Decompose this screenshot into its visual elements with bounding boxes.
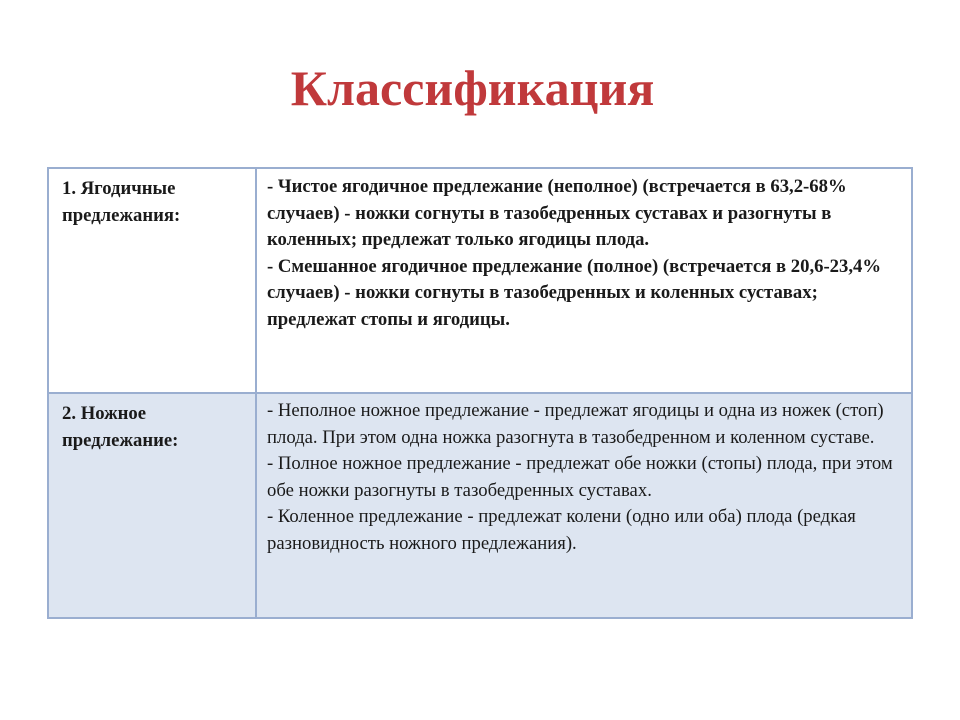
description-cell — [256, 393, 912, 618]
description-cell — [256, 168, 912, 393]
category-cell: 1. Ягодичные предлежания: — [48, 168, 256, 393]
description-paragraph: - Полное ножное предлежание - предлежат обе ножки (стопы) плода, при этом обе ножки разогнуты в тазобедренных суставах. — [267, 453, 893, 501]
table-row-footling — [48, 393, 912, 618]
description-paragraph: - Неполное ножное предлежание - предлежат ягодицы и одна из ножек (стоп) плода. При этом одна ножка разогнута в тазобедренном и коленном суставе. — [267, 400, 884, 448]
slide-title: Классификация — [290, 60, 655, 116]
table-row-breech — [48, 168, 912, 393]
description-paragraph: - Чистое ягодичное предлежание (неполное) (встречается в 63,2-68% случаев) - ножки согнуты в тазобедренных суставах и разогнуты в коленных; предлежат только ягодицы плода. — [267, 176, 847, 250]
description-paragraph: - Смешанное ягодичное предлежание (полное) (встречается в 20,6-23,4% случаев) - ножки согнуты в тазобедренных и коленных суставах; предлежат стопы и ягодицы. — [267, 255, 882, 330]
description-paragraph: - Коленное предлежание - предлежат колени (одно или оба) плода (редкая разновидность ножного предлежания). — [267, 506, 856, 554]
classification-table — [47, 167, 913, 619]
category-cell: 2. Ножное предлежание: — [48, 393, 256, 618]
